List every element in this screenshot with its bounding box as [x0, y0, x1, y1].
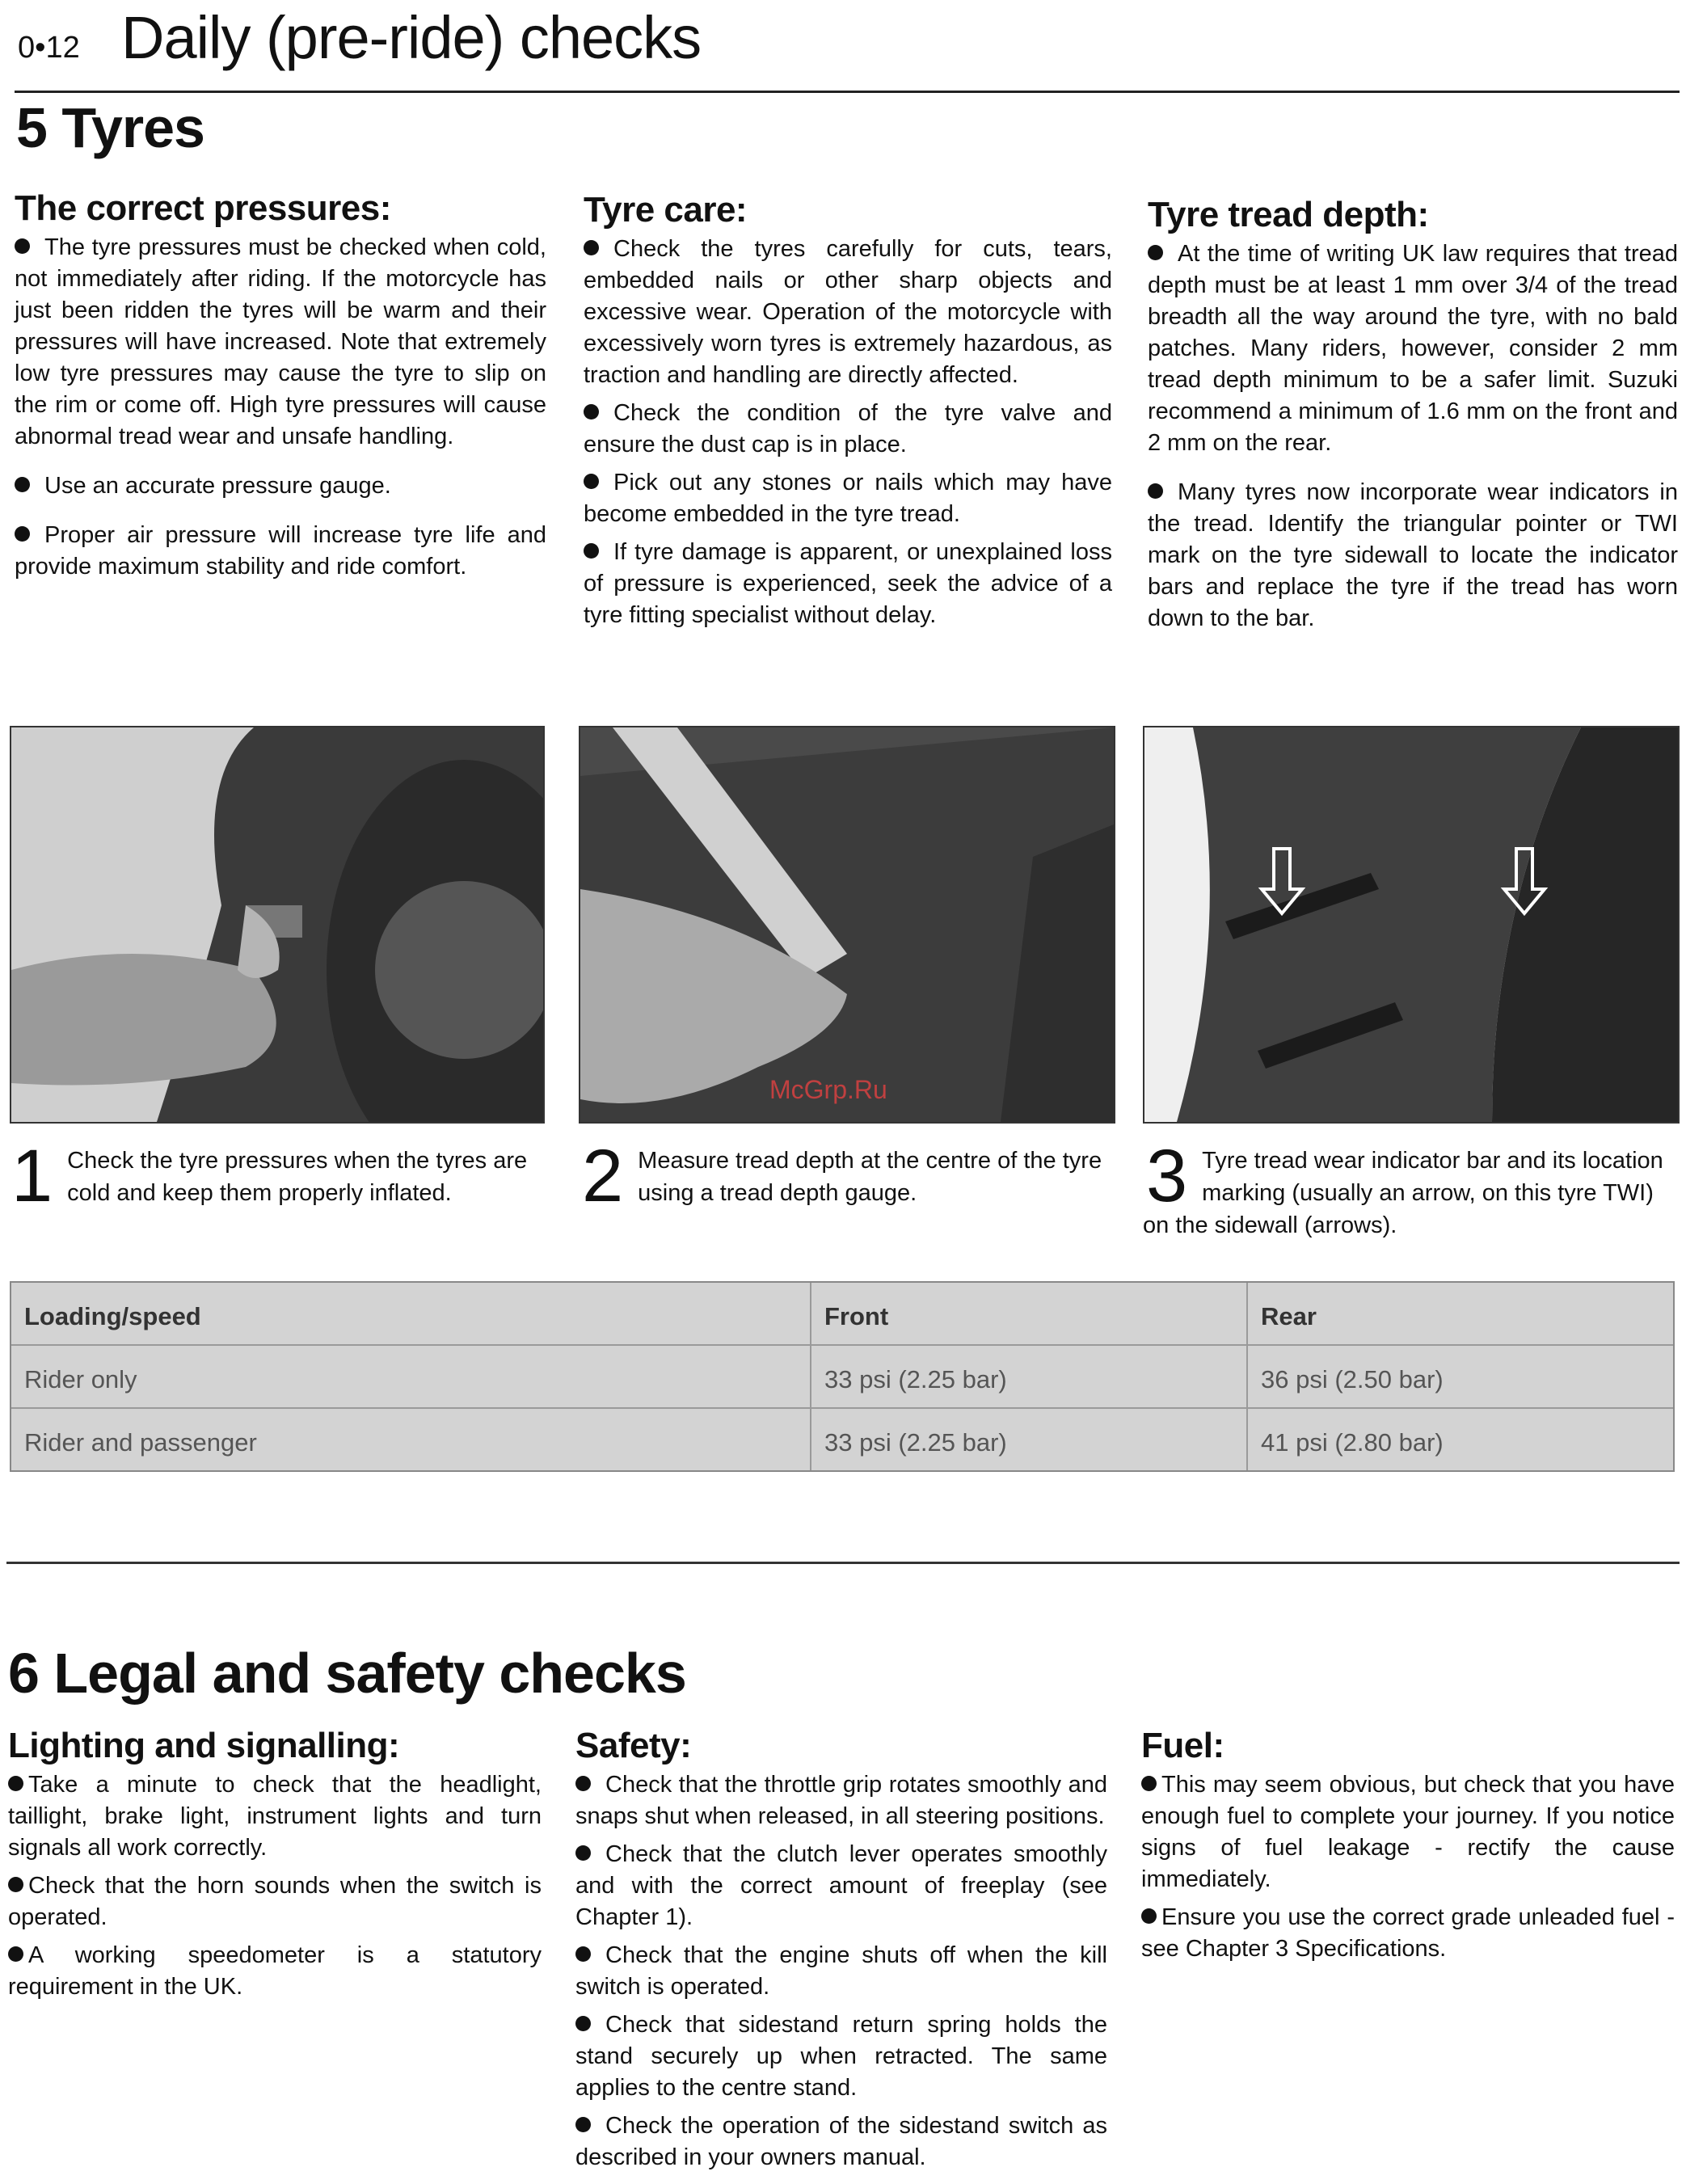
bullet-icon: [1148, 245, 1163, 260]
pressures-column: [15, 188, 546, 589]
caption-number: 1: [11, 1135, 53, 1217]
caption-3: [1143, 1135, 1680, 1242]
bullet-icon: [15, 238, 30, 254]
page-title: Daily (pre-ride) checks: [121, 4, 702, 71]
pressures-para-1: The tyre pressures must be checked when cold, not immediately after riding. If the motorcycle has just been ridden the tyres will be warm and their pressures will have increased. Note that extremely low tyre pressures may cause the tyre to slip on the rim or come off. High tyre pressures will cause abnormal tread wear and unsafe handling.: [15, 234, 546, 449]
fuel-para-1: This may seem obvious, but check that you have enough fuel to complete your journey. If you notice signs of fuel leakage - rectify the cause immediately.: [1141, 1772, 1675, 1892]
bullet-icon: [1141, 1776, 1157, 1791]
bullet-icon: [584, 404, 599, 420]
bullet-icon: [8, 1776, 23, 1791]
lighting-para-1: Take a minute to check that the headlight, taillight, brake light, instrument lights and turn signals all work correctly.: [8, 1772, 542, 1861]
table-header-cell: Loading/speed: [24, 1302, 201, 1330]
pressures-para-3: Proper air pressure will increase tyre life and provide maximum stability and ride comfort.: [15, 522, 546, 580]
bullet-icon: [575, 1946, 591, 1962]
table-cell: 41 psi (2.80 bar): [1246, 1409, 1673, 1470]
tread-para-1: At the time of writing UK law requires that tread depth must be at least 1 mm over 3/4 of the tread breadth all the way around the tyre, with no bald patches. Many riders, however, consider 2 mm tread depth minimum to be a safer limit. Suzuki recommend a minimum of 1.6 mm on the front and 2 mm on the rear.: [1148, 241, 1678, 456]
section-5-title: 5 Tyres: [16, 96, 204, 159]
pressures-para-2: Use an accurate pressure gauge.: [15, 470, 546, 502]
bullet-icon: [575, 2117, 591, 2132]
table-row: [11, 1344, 1673, 1407]
fuel-heading: Fuel:: [1141, 1726, 1224, 1765]
table-header-cell: Front: [810, 1283, 1246, 1344]
bullet-icon: [584, 543, 599, 559]
bullet-icon: [15, 477, 30, 492]
safety-para-2: Check that the clutch lever operates smoothly and with the correct amount of freeplay (see Chapter 1).: [575, 1841, 1107, 1930]
pressure-table: [10, 1281, 1675, 1472]
caption-2: [579, 1135, 1114, 1217]
safety-column: [575, 1726, 1107, 2180]
photo-pressure-check: [10, 726, 545, 1124]
lighting-para-2: Check that the horn sounds when the switch is operated.: [8, 1873, 542, 1930]
lighting-heading: Lighting and signalling:: [8, 1726, 400, 1765]
safety-para-3: Check that the engine shuts off when the kill switch is operated.: [575, 1942, 1107, 2000]
bullet-icon: [575, 1845, 591, 1861]
page-header: [15, 3, 1680, 93]
care-para-2: Check the condition of the tyre valve and ensure the dust cap is in place.: [584, 400, 1112, 457]
tyre-care-column: [584, 190, 1112, 638]
tread-depth-heading: Tyre tread depth:: [1148, 195, 1429, 234]
table-header-row: [11, 1283, 1673, 1344]
care-para-1: Check the tyres carefully for cuts, tears, embedded nails or other sharp objects and excessive wear. Operation of the motorcycle with excessively worn tyres is extremely hazardous, as traction and handling are directly affected.: [584, 236, 1112, 388]
bullet-icon: [8, 1946, 23, 1962]
pressures-heading: The correct pressures:: [15, 188, 391, 228]
table-cell: 36 psi (2.50 bar): [1246, 1346, 1673, 1407]
page-number: 0•12: [18, 31, 80, 65]
caption-number: 2: [582, 1135, 624, 1217]
fuel-para-2: Ensure you use the correct grade unleaded fuel - see Chapter 3 Specifications.: [1141, 1904, 1675, 1962]
caption-text: Tyre tread wear indicator bar and its location marking (usually an arrow, on this tyre TWI) on the sidewall (arrows).: [1143, 1148, 1663, 1238]
bullet-icon: [1148, 483, 1163, 499]
table-cell: 33 psi (2.25 bar): [810, 1346, 1246, 1407]
safety-heading: Safety:: [575, 1726, 692, 1765]
table-cell: Rider and passenger: [24, 1428, 257, 1457]
bullet-icon: [575, 2016, 591, 2031]
care-para-3: Pick out any stones or nails which may have become embedded in the tyre tread.: [584, 470, 1112, 527]
table-row: [11, 1407, 1673, 1470]
tread-para-2: Many tyres now incorporate wear indicators in the tread. Identify the triangular pointer or TWI mark on the tyre sidewall to locate the indicator bars and replace the tyre if the tread has worn down to the bar.: [1148, 479, 1678, 631]
care-para-4: If tyre damage is apparent, or unexplained loss of pressure is experienced, seek the advice of a tyre fitting specialist without delay.: [584, 539, 1112, 628]
tread-depth-column: [1148, 195, 1678, 641]
caption-number: 3: [1146, 1135, 1188, 1217]
table-header-cell: Rear: [1246, 1283, 1673, 1344]
safety-para-4: Check that sidestand return spring holds the stand securely up when retracted. The same applies to the centre stand.: [575, 2012, 1107, 2101]
bullet-icon: [15, 526, 30, 542]
bullet-icon: [1141, 1908, 1157, 1924]
tyre-care-heading: Tyre care:: [584, 190, 748, 230]
section-6-title: 6 Legal and safety checks: [8, 1642, 686, 1705]
table-cell: Rider only: [24, 1365, 137, 1393]
safety-para-1: Check that the throttle grip rotates smoothly and snaps shut when released, in all steering positions.: [575, 1772, 1107, 1829]
lighting-para-3: A working speedometer is a statutory requirement in the UK.: [8, 1942, 542, 2000]
photo-tread-gauge: [579, 726, 1115, 1124]
bullet-icon: [584, 474, 599, 489]
caption-text: Check the tyre pressures when the tyres are cold and keep them properly inflated.: [67, 1148, 528, 1206]
lighting-column: [8, 1726, 542, 2009]
bullet-icon: [575, 1776, 591, 1791]
photo-wear-indicator: [1143, 726, 1680, 1124]
caption-1: [8, 1135, 543, 1217]
fuel-column: [1141, 1726, 1675, 1971]
bullet-icon: [584, 240, 599, 255]
bullet-icon: [8, 1877, 23, 1892]
table-cell: 33 psi (2.25 bar): [810, 1409, 1246, 1470]
section-divider: [6, 1562, 1680, 1564]
watermark: McGrp.Ru: [769, 1075, 887, 1104]
caption-text: Measure tread depth at the centre of the tyre using a tread depth gauge.: [638, 1148, 1102, 1206]
safety-para-5: Check the operation of the sidestand switch as described in your owners manual.: [575, 2113, 1107, 2170]
